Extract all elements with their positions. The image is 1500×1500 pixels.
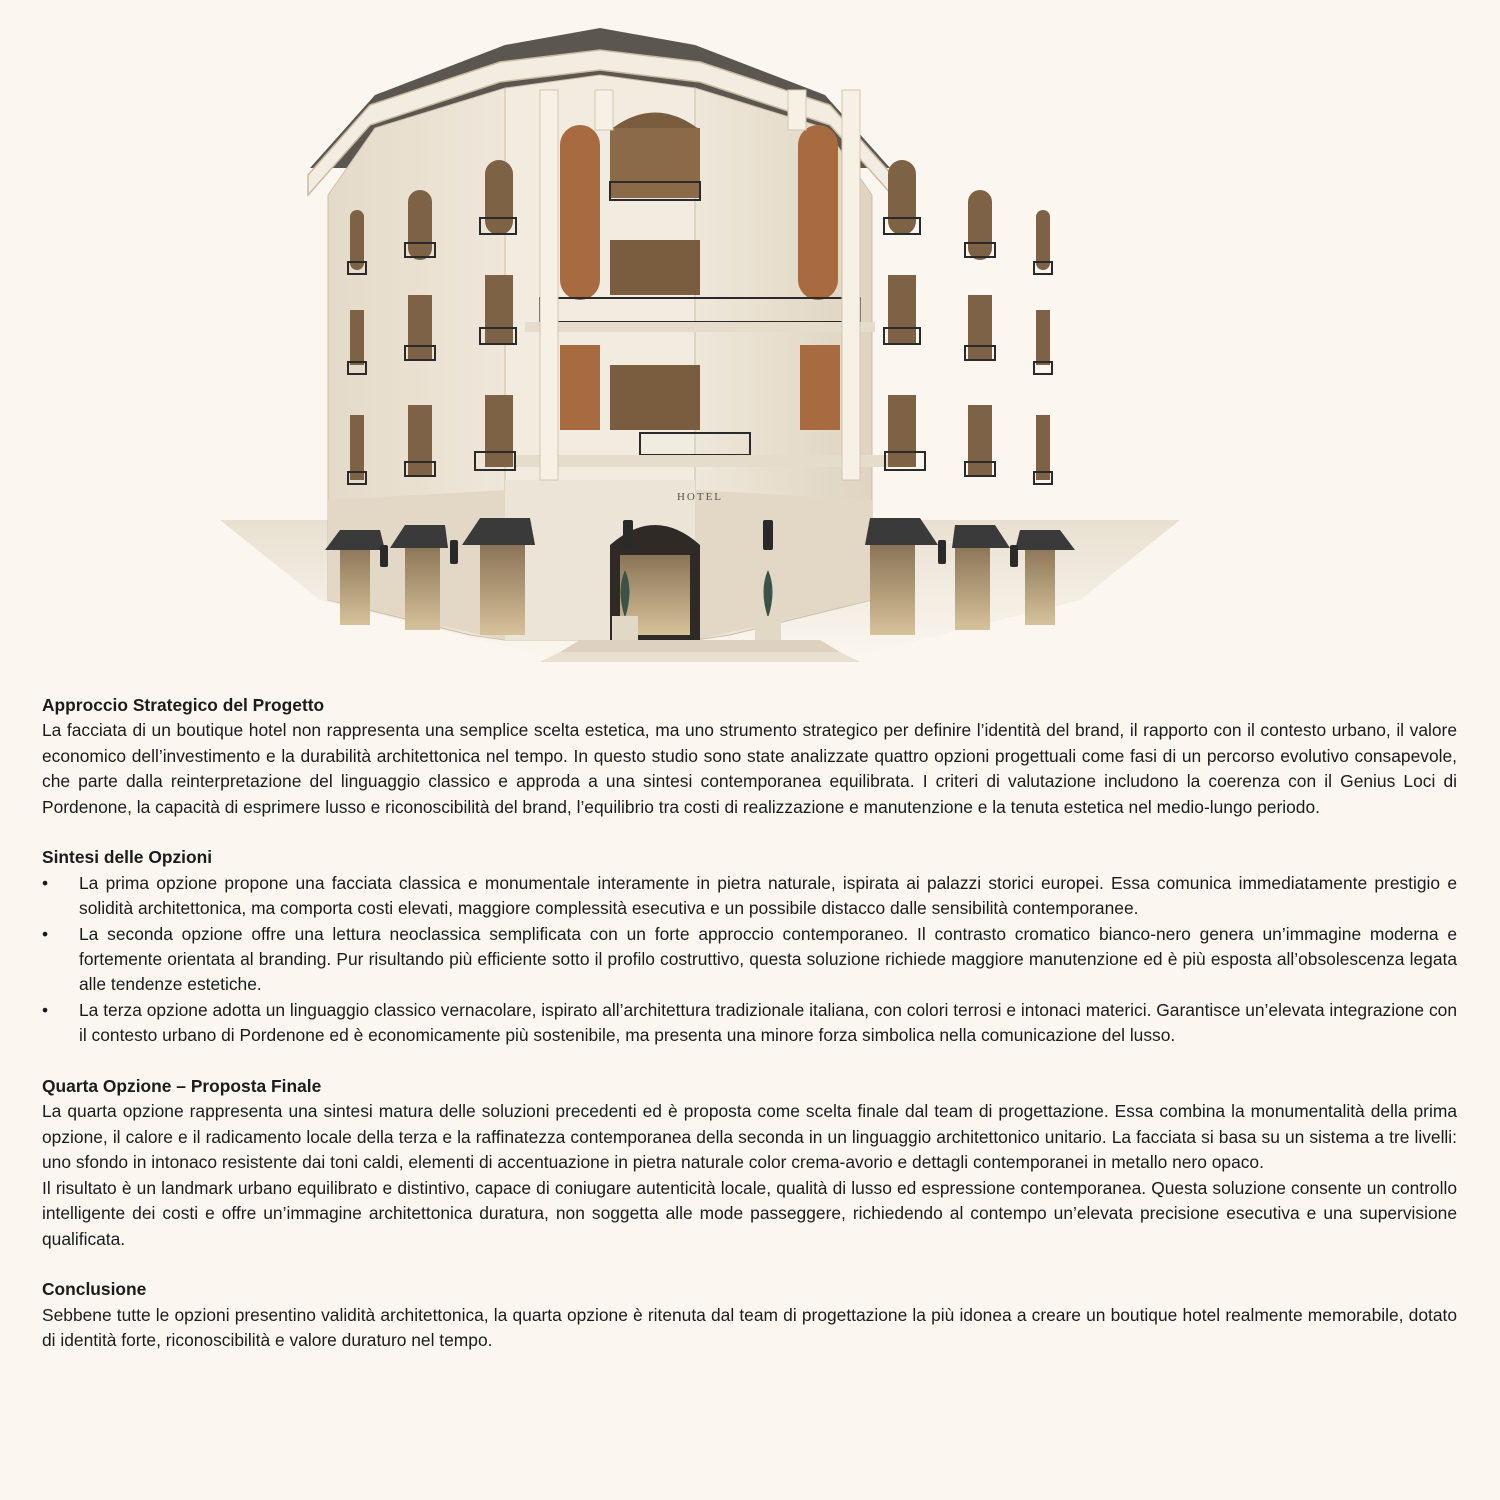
list-item-text: La prima opzione propone una facciata classica e monumentale interamente in pietra naturale, ispirata ai palazzi storici europei. Essa comunica immediatamente prestigio e solidità architettonica, ma comporta costi elevati, maggiore complessità esecutiva e un possibile distacco dalle sensibilità contemporanee. bbox=[79, 872, 1457, 919]
bullet: • bbox=[42, 999, 49, 1020]
list-item-text: La terza opzione adotta un linguaggio classico vernacolare, ispirato all’architettura tradizionale italiana, con colori terrosi e intonaci materici. Garantisce un’elevata integrazione con il contesto urbano di Pordenone ed è economicamente più sostenibile, ma presenta una minore forza simbolica nella comunicazione del lusso. bbox=[79, 999, 1457, 1046]
section-options bbox=[42, 845, 1457, 1048]
list-item bbox=[42, 922, 1457, 998]
section-title: Approccio Strategico del Progetto bbox=[42, 695, 325, 715]
entrance-steps bbox=[560, 640, 840, 652]
list-item bbox=[42, 998, 1457, 1049]
corner-windows bbox=[610, 113, 700, 431]
section-paragraph: Sebbene tutte le opzioni presentino validità architettonica, la quarta opzione è ritenuta dal team di progettazione la più idonea a creare un boutique hotel realmente memorabile, dotato di identità forte, riconoscibilità e valore duraturo nel tempo. bbox=[42, 1304, 1457, 1351]
hotel-facade-illustration bbox=[200, 0, 1200, 685]
section-paragraph: Il risultato è un landmark urbano equilibrato e distintivo, capace di coniugare autenticità locale, qualità di lusso ed espressione contemporanea. Questa soluzione consente un controllo intelligente dei costi e offre un’immagine architettonica duratura, non soggetta alle mode passeggere, richiedendo al contempo un’elevata precisione esecutiva e una supervisione qualificata. bbox=[42, 1177, 1457, 1249]
section-title: Sintesi delle Opzioni bbox=[42, 847, 213, 868]
hotel-sign: HOTEL bbox=[676, 491, 724, 503]
section-title: Quarta Opzione – Proposta Finale bbox=[42, 1076, 322, 1097]
brick-panel bbox=[800, 345, 840, 430]
options-list bbox=[42, 871, 1457, 1049]
section-paragraph: La quarta opzione rappresenta una sintesi matura delle soluzioni precedenti ed è proposta come scelta finale dal team di progettazione. Essa combina la monumentalità della prima opzione, il calore e il radicamento locale della terza e la raffinatezza contemporanea della seconda in un linguaggio architettonico unitario. La facciata si basa su un sistema a tre livelli: uno sfondo in intonaco resistente dai toni caldi, elementi di accentuazione in pietra naturale color crema-avorio e dettagli contemporanei in metallo nero opaco. bbox=[42, 1101, 1457, 1173]
right-windows bbox=[888, 160, 1050, 480]
entrance-steps bbox=[540, 652, 860, 662]
section-conclusion bbox=[42, 1277, 1457, 1353]
list-item bbox=[42, 871, 1457, 922]
list-item-text: La seconda opzione offre una lettura neoclassica semplificata con un forte approccio contemporaneo. Il contrasto cromatico bianco-nero genera un’immagine moderna e fortemente orientata al branding. Pur risultando più efficiente sotto il profilo costruttivo, questa soluzione richiede maggiore manutenzione ed è più esposta all’obsolescenza legata alle tendenze estetiche. bbox=[79, 923, 1457, 995]
section-fourth-option bbox=[42, 1074, 1457, 1252]
balcony-slab bbox=[510, 455, 890, 467]
brick-panel bbox=[560, 125, 600, 300]
balcony-slab bbox=[525, 322, 875, 332]
section-paragraph: La facciata di un boutique hotel non rappresenta una semplice scelta estetica, ma uno strumento strategico per definire l’identità del brand, il rapporto con il contesto urbano, il valore economico dell’investimento e la durabilità architettonica nel tempo. In questo studio sono state analizzate quattro opzioni progettuali come fasi di un percorso evolutivo consapevole, che parte dalla reinterpretazione del linguaggio classico e approda a una sintesi contemporanea equilibrata. I criteri di valutazione includono la coerenza con il Genius Loci di Pordenone, la capacità di esprimere lusso e riconoscibilità del brand, l’equilibrio tra costi di realizzazione e manutenzione e la tenuta estetica nel medio-lungo periodo. bbox=[42, 720, 1457, 817]
brick-panel bbox=[798, 125, 838, 300]
section-title: Conclusione bbox=[42, 1279, 147, 1300]
document-text bbox=[42, 693, 1457, 1354]
bullet: • bbox=[42, 923, 49, 944]
section-approach bbox=[42, 693, 1457, 820]
brick-panel bbox=[560, 345, 600, 430]
bullet: • bbox=[42, 872, 49, 893]
